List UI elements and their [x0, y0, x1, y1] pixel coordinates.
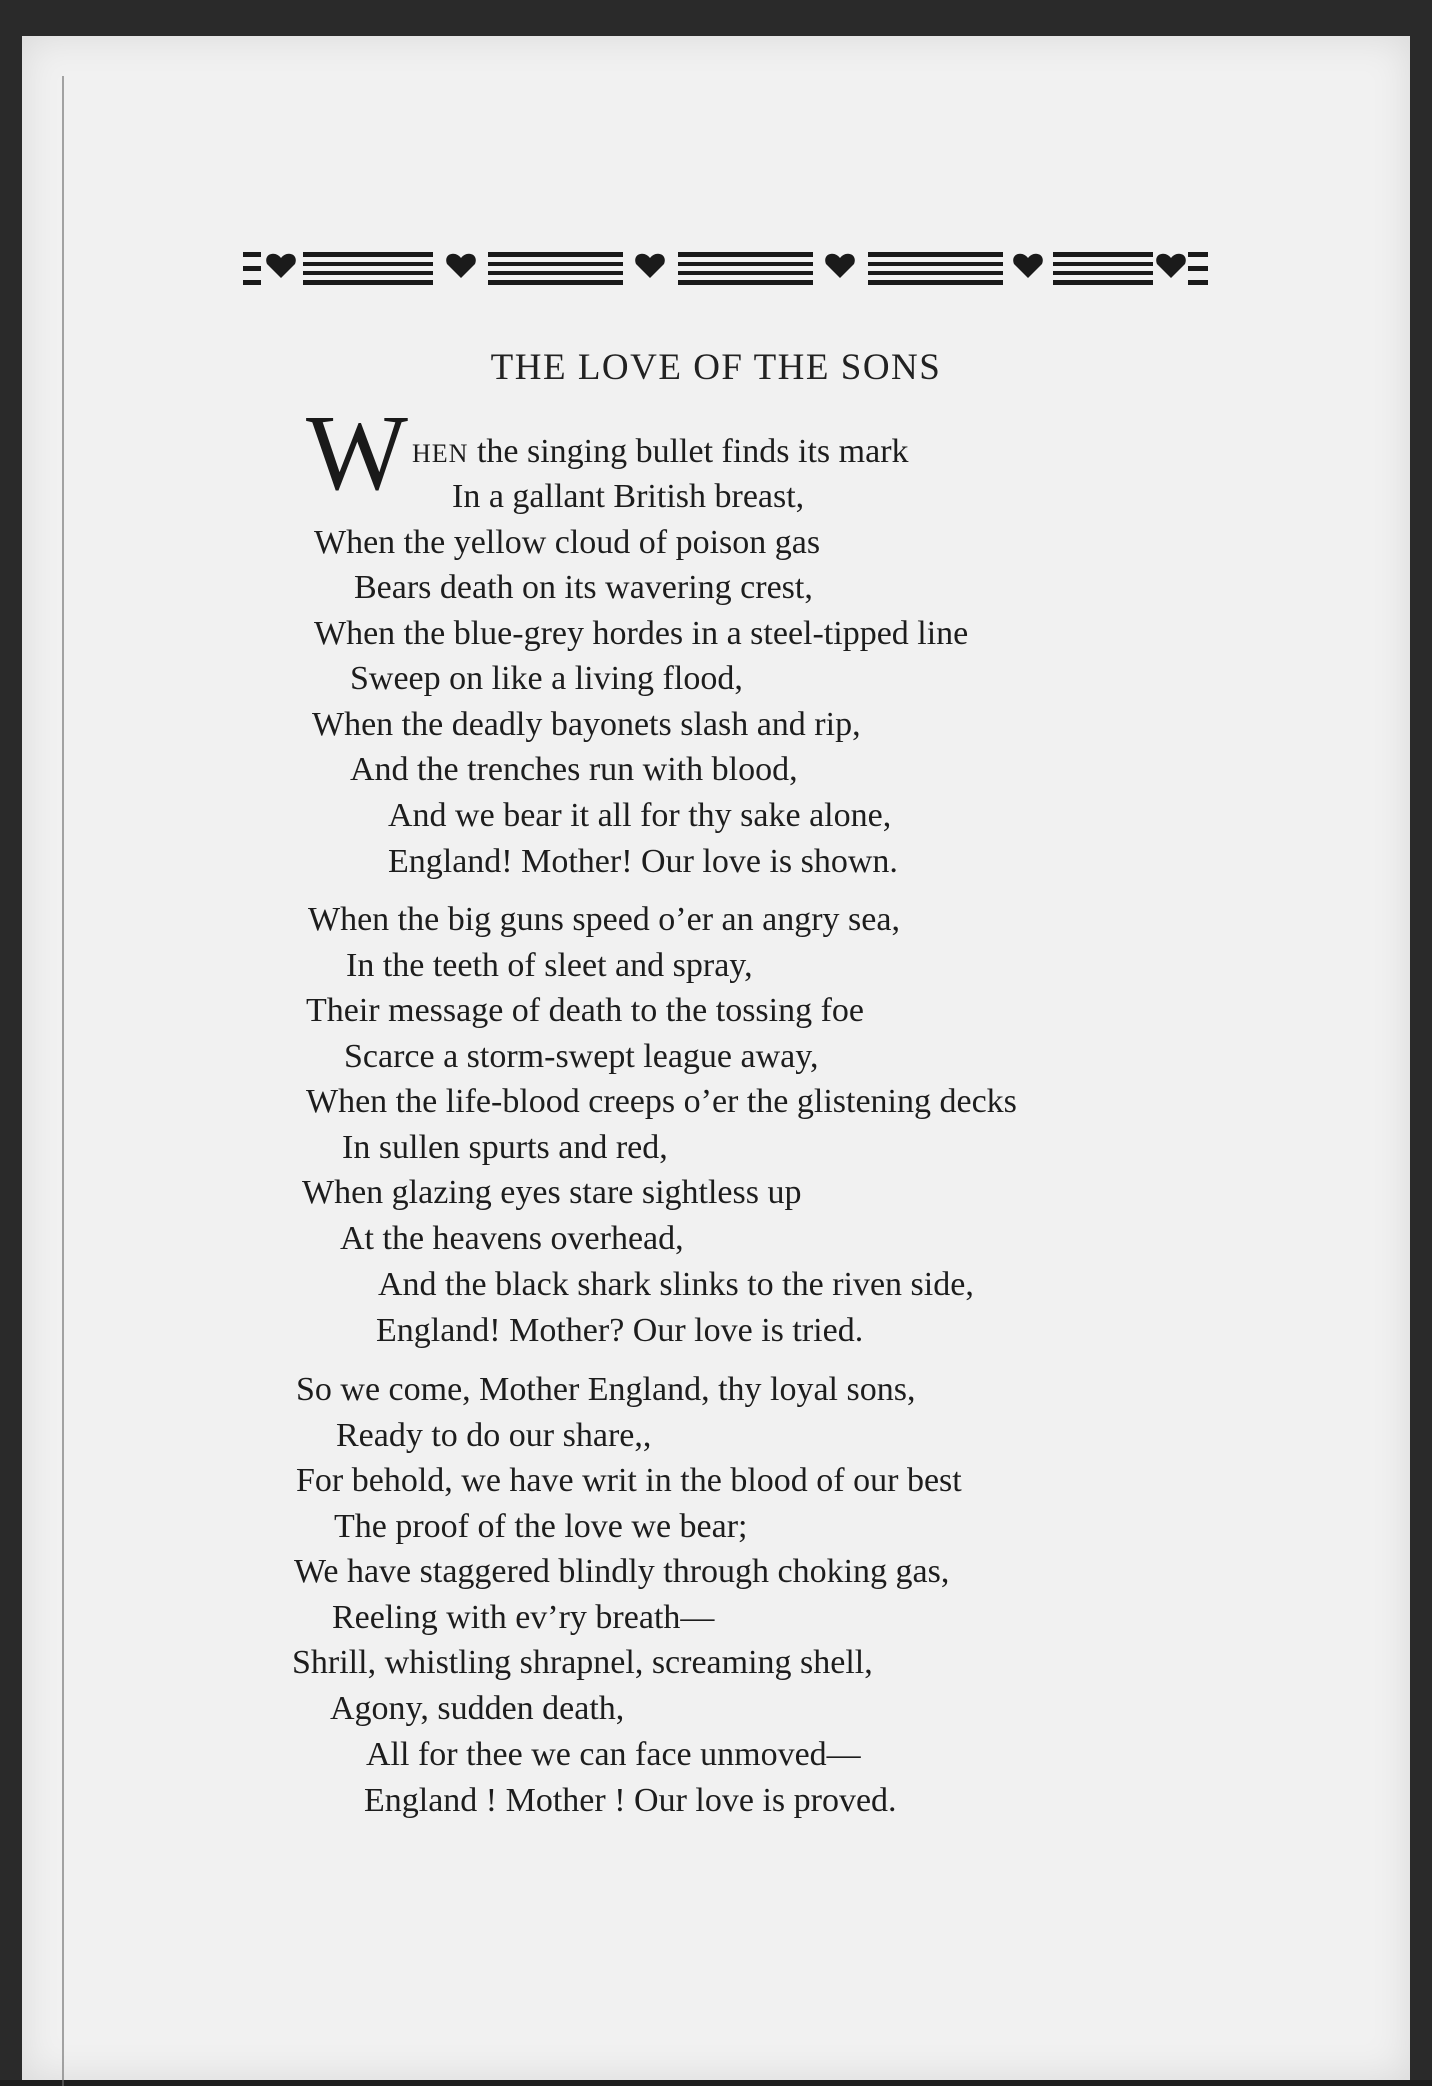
poem-line: When glazing eyes stare sightless up [302, 1174, 802, 1211]
poem-line: Ready to do our share,, [336, 1417, 652, 1454]
poem-line: All for thee we can face unmoved— [366, 1736, 861, 1773]
poem-line: In a gallant British breast, [452, 478, 805, 515]
poem-line: In the teeth of sleet and spray, [346, 947, 753, 984]
drop-cap: W [306, 394, 408, 513]
poem-line: When the life-blood creeps o’er the glistening decks [306, 1083, 1017, 1120]
poem-line: Shrill, whistling shrapnel, screaming shell, [292, 1644, 873, 1681]
poem-line: For behold, we have writ in the blood of our best [296, 1462, 962, 1499]
poem-line: And the trenches run with blood, [350, 751, 798, 788]
poem-line: Their message of death to the tossing foe [306, 992, 865, 1029]
poem-line: Agony, sudden death, [330, 1690, 625, 1727]
poem-line: When the yellow cloud of poison gas [314, 524, 821, 561]
poem-line: Scarce a storm-swept league away, [344, 1038, 819, 1075]
first-line-rest: the singing bullet finds its mark [468, 433, 909, 470]
poem-line: When the big guns speed o’er an angry sea, [308, 901, 900, 938]
poem-line: When the deadly bayonets slash and rip, [312, 706, 861, 743]
poem-line: Sweep on like a living flood, [350, 660, 743, 697]
poem-line [412, 432, 909, 474]
poem-line: When the blue-grey hordes in a steel-tipped line [314, 615, 969, 652]
poem-line: Bears death on its wavering crest, [354, 569, 813, 606]
poem-line: And we bear it all for thy sake alone, [388, 797, 892, 834]
poem-line: The proof of the love we bear; [334, 1508, 748, 1545]
poem-line: So we come, Mother England, thy loyal sons, [296, 1371, 916, 1408]
first-word-caps: HEN [412, 439, 469, 468]
poem-line: And the black shark slinks to the riven side, [378, 1266, 974, 1303]
poem-line: England ! Mother ! Our love is proved. [364, 1782, 897, 1819]
poem-line: In sullen spurts and red, [342, 1129, 668, 1166]
poem-line: England! Mother! Our love is shown. [388, 843, 898, 880]
poem-line: We have staggered blindly through choking gas, [294, 1553, 950, 1590]
poem-line: Reeling with ev’ry breath— [332, 1599, 715, 1636]
poem-line: England! Mother? Our love is tried. [376, 1312, 864, 1349]
poem-line: At the heavens overhead, [340, 1220, 684, 1257]
poem-title: THE LOVE OF THE SONS [490, 347, 942, 388]
